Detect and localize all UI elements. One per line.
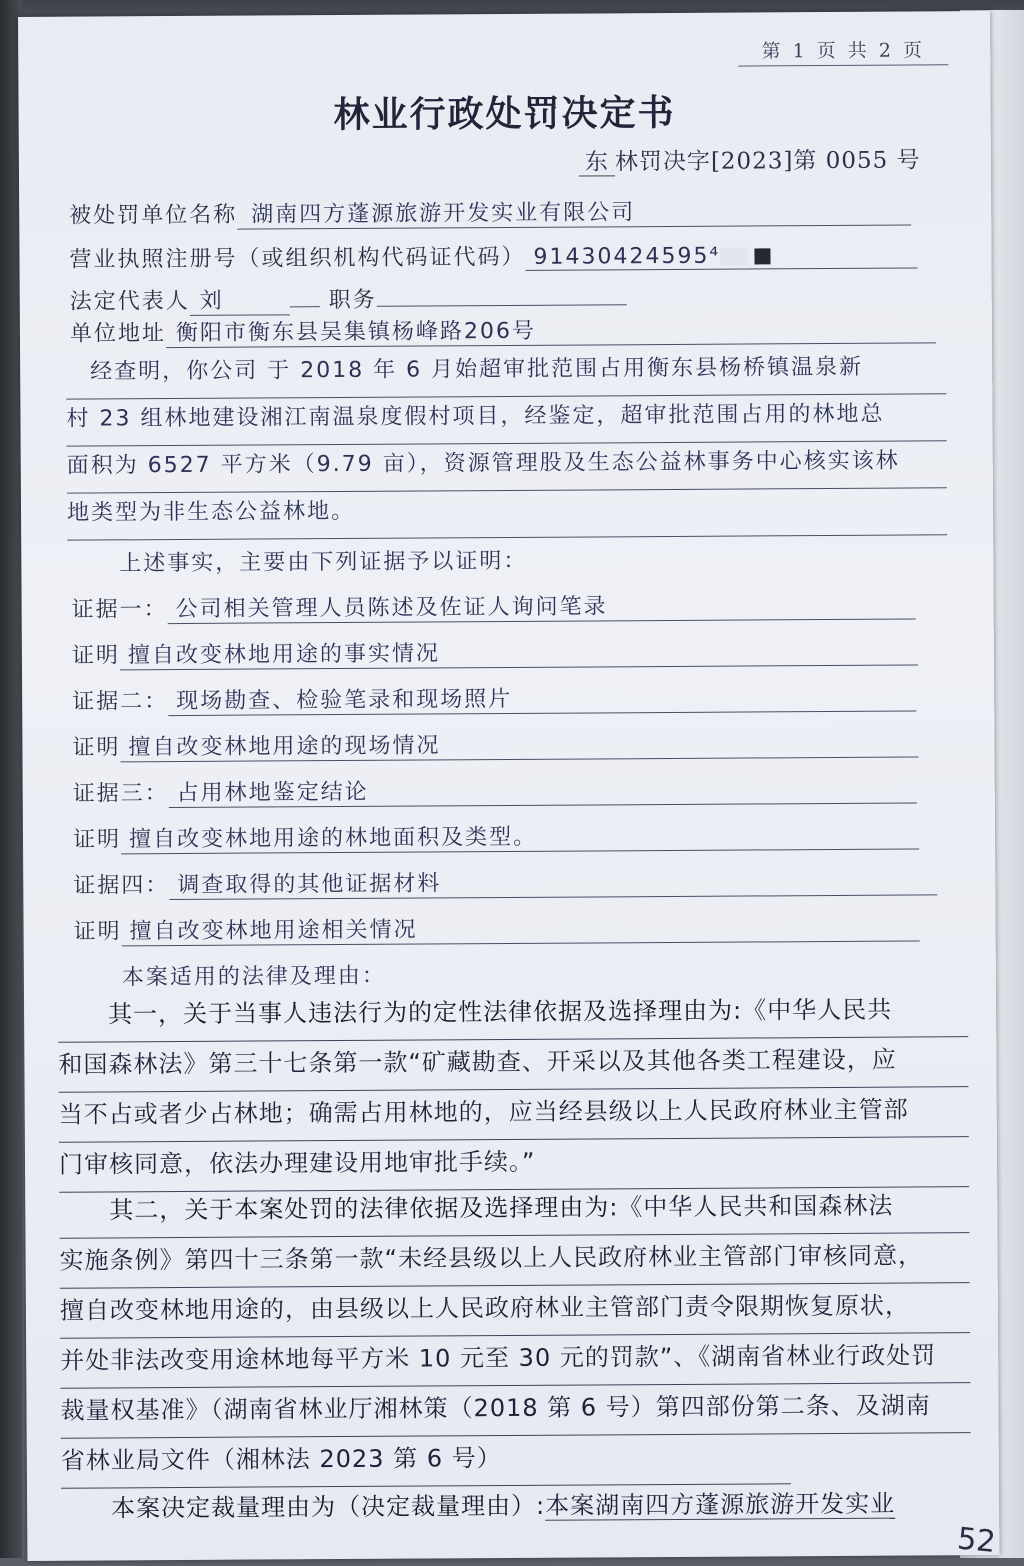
duty-label: 职务 [328, 287, 377, 314]
law-two-line: 裁量权基准》（湖南省林业厅湘林策（2018 第 6 号）第四部份第二条、及湖南 [60, 1383, 970, 1439]
evidence-value: 占用林地鉴定结论 [169, 771, 917, 808]
representative-value: 刘 [190, 283, 290, 316]
evidence-row [72, 633, 942, 670]
law-two-first-line [59, 1183, 969, 1239]
law-one-lead: 其一，关于当事人违法行为的定性法律依据及选择理由为: [58, 996, 743, 1029]
evidence-label: 证据二： [72, 689, 169, 715]
evidence-value: 擅自改变林地用途的林地面积及类型。 [121, 817, 919, 854]
evidence-row [73, 909, 943, 946]
law-one-paragraph [58, 987, 969, 1193]
findings-paragraph [66, 347, 947, 540]
evidence-value: 擅自改变林地用途的事实情况 [120, 633, 918, 670]
license-value-line [525, 242, 917, 270]
findings-line: 地类型为非生态公益林地。 [67, 488, 947, 540]
law-two-line: 并处非法改变用途林地每平方米 10 元至 30 元的罚款”、《湖南省林业行政处罚 [60, 1333, 970, 1389]
evidence-value: 公司相关管理人员陈述及佐证人询问笔录 [168, 587, 916, 624]
findings-line: 面积为 6527 平方米（9.79 亩），资源管理股及生态公益林事务中心核实该林 [67, 441, 947, 493]
doc-number-prefix: 东 [579, 149, 615, 176]
evidence-label: 证明 [72, 827, 122, 853]
duty-value [377, 304, 627, 307]
evidence-row [72, 587, 942, 624]
discretion-paragraph [61, 1481, 971, 1536]
law-two-line: 实施条例》第四十三条第一款“未经县级以上人民政府林业主管部门审核同意， [59, 1233, 969, 1289]
redaction-mask [720, 248, 748, 266]
handwritten-page-mark: 52 [955, 1521, 998, 1560]
unit-value: 湖南四方蓬源旅游开发实业有限公司 [237, 194, 911, 230]
law-one-text: 《中华人民共 [742, 995, 893, 1025]
underline-gap [290, 306, 320, 307]
evidence-row [73, 817, 943, 854]
findings-line: 村 23 组林地建设湘江南温泉度假村项目，经鉴定，超审批范围占用的林地总 [66, 394, 946, 446]
field-representative [70, 279, 940, 316]
page-number: 第 1 页 共 2 页 [738, 35, 948, 66]
law-one-line: 和国森林法》第三十七条第一款“矿藏勘查、开采以及其他各类工程建设，应 [58, 1037, 968, 1093]
evidence-label: 证明 [71, 643, 121, 669]
discretion-line [61, 1481, 971, 1536]
law-two-lead: 其二，关于本案处罚的法律依据及选择理由为: [59, 1193, 619, 1225]
discretion-lead: 本案决定裁量理由为（决定裁量理由）: [61, 1491, 546, 1523]
document-title: 林业行政处罚决定书 [333, 92, 676, 137]
discretion-value: 本案湖南四方蓬源旅游开发实业 [545, 1489, 896, 1520]
evidence-row [72, 725, 942, 762]
document-number [579, 141, 921, 176]
address-value: 衡阳市衡东县吴集镇杨峰路206号 [166, 311, 936, 348]
address-label: 单位地址 [69, 321, 167, 347]
law-one-first-line [58, 987, 968, 1043]
evidence-row [73, 771, 943, 808]
evidence-label: 证据一： [71, 597, 168, 623]
representative-label: 法定代表人 [69, 288, 190, 315]
evidence-value: 现场勘查、检验笔录和现场照片 [168, 679, 916, 716]
evidence-row [72, 679, 942, 716]
law-one-line: 当不占或者少占林地；确需占用林地的，应当经县级以上人民政府林业主管部 [59, 1087, 969, 1143]
law-intro: 本案适用的法律及理由： [73, 963, 386, 991]
document-page [18, 11, 999, 1561]
evidence-value: 擅自改变林地用途相关情况 [122, 909, 920, 946]
field-license [69, 237, 939, 273]
license-label: 营业执照注册号（或组织机构代码证代码） [69, 244, 526, 273]
evidence-row [73, 863, 943, 900]
law-two-line: 省林业局文件（湘林法 2023 第 6 号） [61, 1434, 791, 1488]
redaction-mask [754, 248, 770, 264]
field-address [70, 311, 940, 348]
findings-line: 经查明，你公司 于 2018 年 6 月始超审批范围占用衡东县杨桥镇温泉新 [66, 347, 946, 399]
field-unit-name [69, 193, 939, 230]
evidence-intro: 上述事实，主要由下列证据予以证明： [71, 548, 528, 577]
evidence-label: 证据三： [72, 781, 169, 807]
evidence-value: 擅自改变林地用途的现场情况 [120, 725, 918, 762]
evidence-value: 调查取得的其他证据材料 [169, 863, 937, 900]
evidence-label: 证据四： [73, 873, 170, 899]
unit-label: 被处罚单位名称 [69, 202, 238, 229]
law-two-paragraph [59, 1183, 971, 1489]
law-two-line: 擅自改变林地用途的，由县级以上人民政府林业主管部门责令限期恢复原状， [60, 1283, 970, 1339]
evidence-label: 证明 [72, 735, 121, 761]
law-two-text: 《中华人民共和国森林法 [618, 1191, 894, 1222]
law-one-line: 门审核同意，依法办理建设用地审批手续。” [59, 1137, 969, 1193]
evidence-label: 证明 [73, 919, 122, 945]
license-value: 91430424595⁴ [533, 243, 721, 270]
doc-number-body: 林罚决字[2023]第 0055 号 [614, 147, 921, 176]
